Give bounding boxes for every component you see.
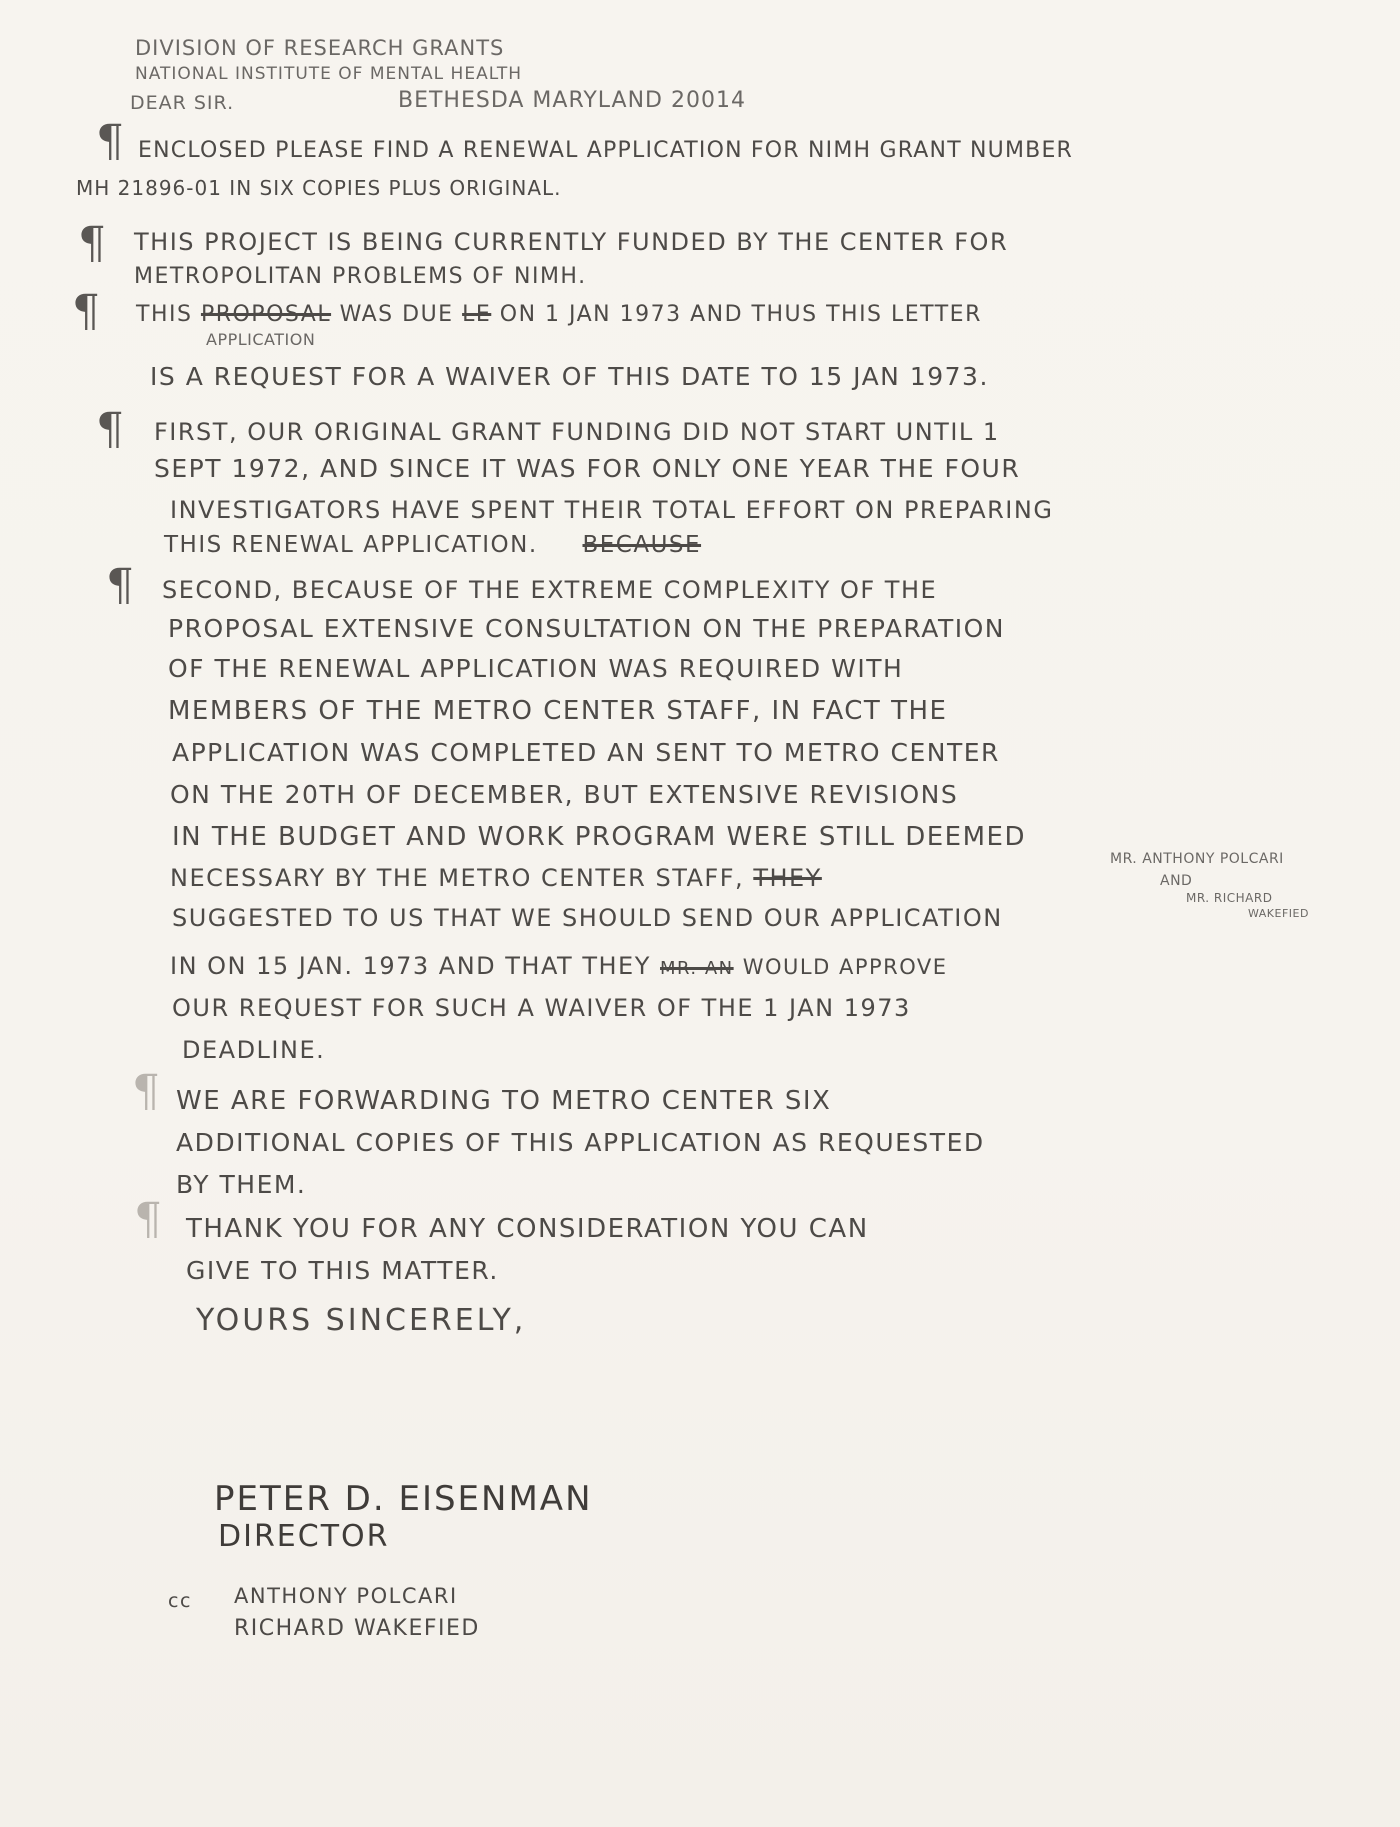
- p4-line-3: INVESTIGATORS HAVE SPENT THEIR TOTAL EFFORT ON PREPARING: [170, 496, 1054, 524]
- p2-line-1: THIS PROJECT IS BEING CURRENTLY FUNDED BY THE CENTER FOR: [134, 228, 1009, 256]
- signature-name: PETER D. EISENMAN: [214, 1479, 593, 1519]
- paragraph-mark: ¶: [106, 560, 134, 611]
- p4-struck-because: BECAUSE: [582, 532, 702, 558]
- p7-line-2: GIVE TO THIS MATTER.: [186, 1256, 499, 1285]
- p7-line-1: THANK YOU FOR ANY CONSIDERATION YOU CAN: [186, 1214, 869, 1244]
- p5-line-11: OUR REQUEST FOR SUCH A WAIVER OF THE 1 JAN 1973: [172, 994, 911, 1022]
- p5-line-9: SUGGESTED TO US THAT WE SHOULD SEND OUR APPLICATION: [172, 904, 1003, 932]
- p1-line-2: MH 21896-01 IN SIX COPIES PLUS ORIGINAL.: [76, 176, 562, 200]
- p5-line-2: PROPOSAL EXTENSIVE CONSULTATION ON THE PREPARATION: [168, 614, 1005, 643]
- p4-line-4-text: THIS RENEWAL APPLICATION.: [164, 532, 538, 558]
- address-line-city: BETHESDA MARYLAND 20014: [398, 88, 746, 113]
- p3-struck-proposal: PROPOSAL: [200, 302, 332, 327]
- p3-insert-application: APPLICATION: [206, 330, 316, 349]
- p5-line-10: [170, 954, 948, 978]
- closing: YOURS SINCERELY,: [196, 1303, 527, 1338]
- cc-name-polcari: ANTHONY POLCARI: [234, 1584, 458, 1608]
- p4-line-1: FIRST, OUR ORIGINAL GRANT FUNDING DID NOT START UNTIL 1: [154, 418, 1000, 446]
- p5-line-4: MEMBERS OF THE METRO CENTER STAFF, IN FACT THE: [168, 696, 948, 726]
- p4-line-4: [164, 534, 701, 557]
- p6-line-1: WE ARE FORWARDING TO METRO CENTER SIX: [176, 1086, 832, 1116]
- cc-name-wakefied: RICHARD WAKEFIED: [234, 1616, 480, 1641]
- p5-struck-they: THEY: [753, 864, 822, 892]
- p5-line-1: SECOND, BECAUSE OF THE EXTREME COMPLEXITY OF THE: [162, 576, 938, 604]
- p3-line-1-rest: ON 1 JAN 1973 AND THUS THIS LETTER: [499, 302, 982, 327]
- p5-insert-richard: MR. RICHARD: [1186, 891, 1273, 905]
- p5-insert-and: AND: [1160, 873, 1193, 889]
- p5-line-7: IN THE BUDGET AND WORK PROGRAM WERE STILL DEEMED: [172, 822, 1026, 852]
- p3-word-this: THIS: [136, 302, 193, 327]
- paragraph-mark: ¶: [72, 286, 100, 337]
- p5-insert-polcari: MR. ANTHONY POLCARI: [1110, 851, 1284, 867]
- p2-line-2: METROPOLITAN PROBLEMS OF NIMH.: [134, 264, 587, 289]
- p5-line-10-text: IN ON 15 JAN. 1973 AND THAT THEY: [170, 952, 651, 980]
- p5-line-6: ON THE 20TH OF DECEMBER, BUT EXTENSIVE REVISIONS: [170, 780, 959, 809]
- p3-word-was-due: WAS DUE: [339, 302, 454, 327]
- cc-label: cc: [168, 1590, 192, 1612]
- p5-line-3: OF THE RENEWAL APPLICATION WAS REQUIRED WITH: [168, 654, 904, 683]
- p1-line-1: ENCLOSED PLEASE FIND A RENEWAL APPLICATION FOR NIMH GRANT NUMBER: [138, 138, 1074, 163]
- p5-insert-wakefied: WAKEFIED: [1248, 907, 1309, 920]
- salutation: DEAR SIR.: [130, 92, 235, 114]
- p5-line-8: [170, 866, 822, 890]
- p3-struck-le: LE: [462, 302, 492, 327]
- p6-line-3: BY THEM.: [176, 1170, 307, 1199]
- paragraph-mark: ¶: [78, 218, 106, 269]
- address-line-division: DIVISION OF RESEARCH GRANTS: [135, 36, 505, 60]
- paragraph-mark: ¶: [132, 1066, 160, 1117]
- paragraph-mark: ¶: [96, 404, 124, 455]
- p4-line-2: SEPT 1972, AND SINCE IT WAS FOR ONLY ONE YEAR THE FOUR: [154, 454, 1021, 483]
- p3-line-2: IS A REQUEST FOR A WAIVER OF THIS DATE TO 15 JAN 1973.: [150, 362, 989, 391]
- paragraph-mark: ¶: [96, 116, 124, 167]
- p5-line-12: DEADLINE.: [182, 1036, 326, 1064]
- p5-line-8-text: NECESSARY BY THE METRO CENTER STAFF,: [170, 864, 745, 892]
- paragraph-mark: ¶: [134, 1194, 162, 1245]
- p5-line-10-rest: WOULD APPROVE: [742, 955, 948, 979]
- p3-line-1: [136, 304, 982, 326]
- p5-struck-mr-an: MR. AN: [660, 958, 734, 979]
- p6-line-2: ADDITIONAL COPIES OF THIS APPLICATION AS REQUESTED: [176, 1128, 985, 1157]
- address-line-institute: NATIONAL INSTITUTE OF MENTAL HEALTH: [135, 64, 523, 84]
- signature-title: DIRECTOR: [218, 1519, 390, 1554]
- p5-line-5: APPLICATION WAS COMPLETED AN SENT TO METRO CENTER: [172, 738, 1000, 767]
